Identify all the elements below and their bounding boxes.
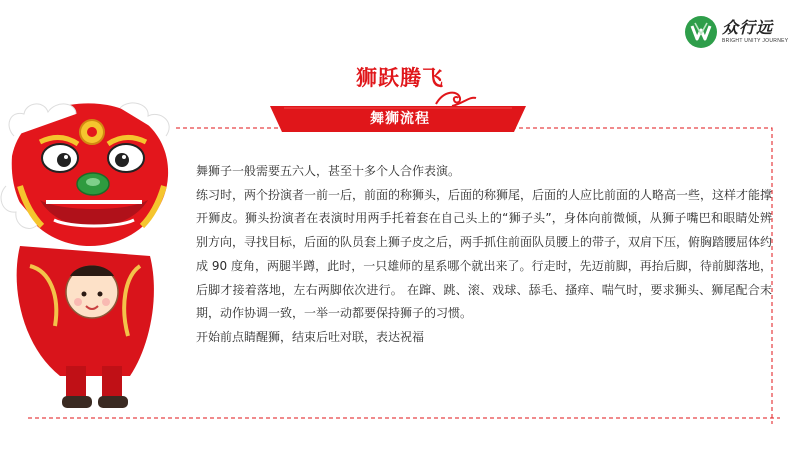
body-text [196,160,772,350]
brand-logo [684,14,790,50]
paragraph-process: 练习时，两个扮演者一前一后，前面的称狮头，后面的称狮尾，后面的人应比前面的人略高一些，这样才能撑开狮皮。狮头扮演者在表演时用两手托着套在自己头上的“狮子头”，身体向前微倾，从狮子嘴巴和眼睛处辨别方向，寻找目标，后面的队员套上狮子皮之后，两手抓住前面队员腰上的带子，双肩下压，俯胸踏腰屈体约成 90 度角，两腿半蹲，此时，一只雄师的星系哪个就出来了。行走时，先迈前脚，再抬后脚，待前脚落地，后脚才接着落地，左右两脚依次进行。 在蹿、跳、滚、戏球、舔毛、搔痒、喘气时，要求狮头、狮尾配合末期，动作协调一致，一举一动都要保持狮子的习惯。 [196,187,773,321]
lion-dance-icon [0,96,190,426]
logo-name: 众行远 [722,18,774,37]
paragraph-closing: 开始前点睛醒狮，结束后吐对联，表达祝福 [196,329,425,344]
logo-mark-icon [684,15,718,49]
swirl-ornament-icon [434,88,478,108]
section-heading: 舞狮流程 [370,111,430,127]
page-title: 狮跃腾飞 [356,66,444,90]
paragraph-intro: 舞狮子一般需要五六人，甚至十多个人合作表演。 [196,164,461,178]
logo-tagline: BRIGHT UNITY JOURNEY [722,38,789,44]
